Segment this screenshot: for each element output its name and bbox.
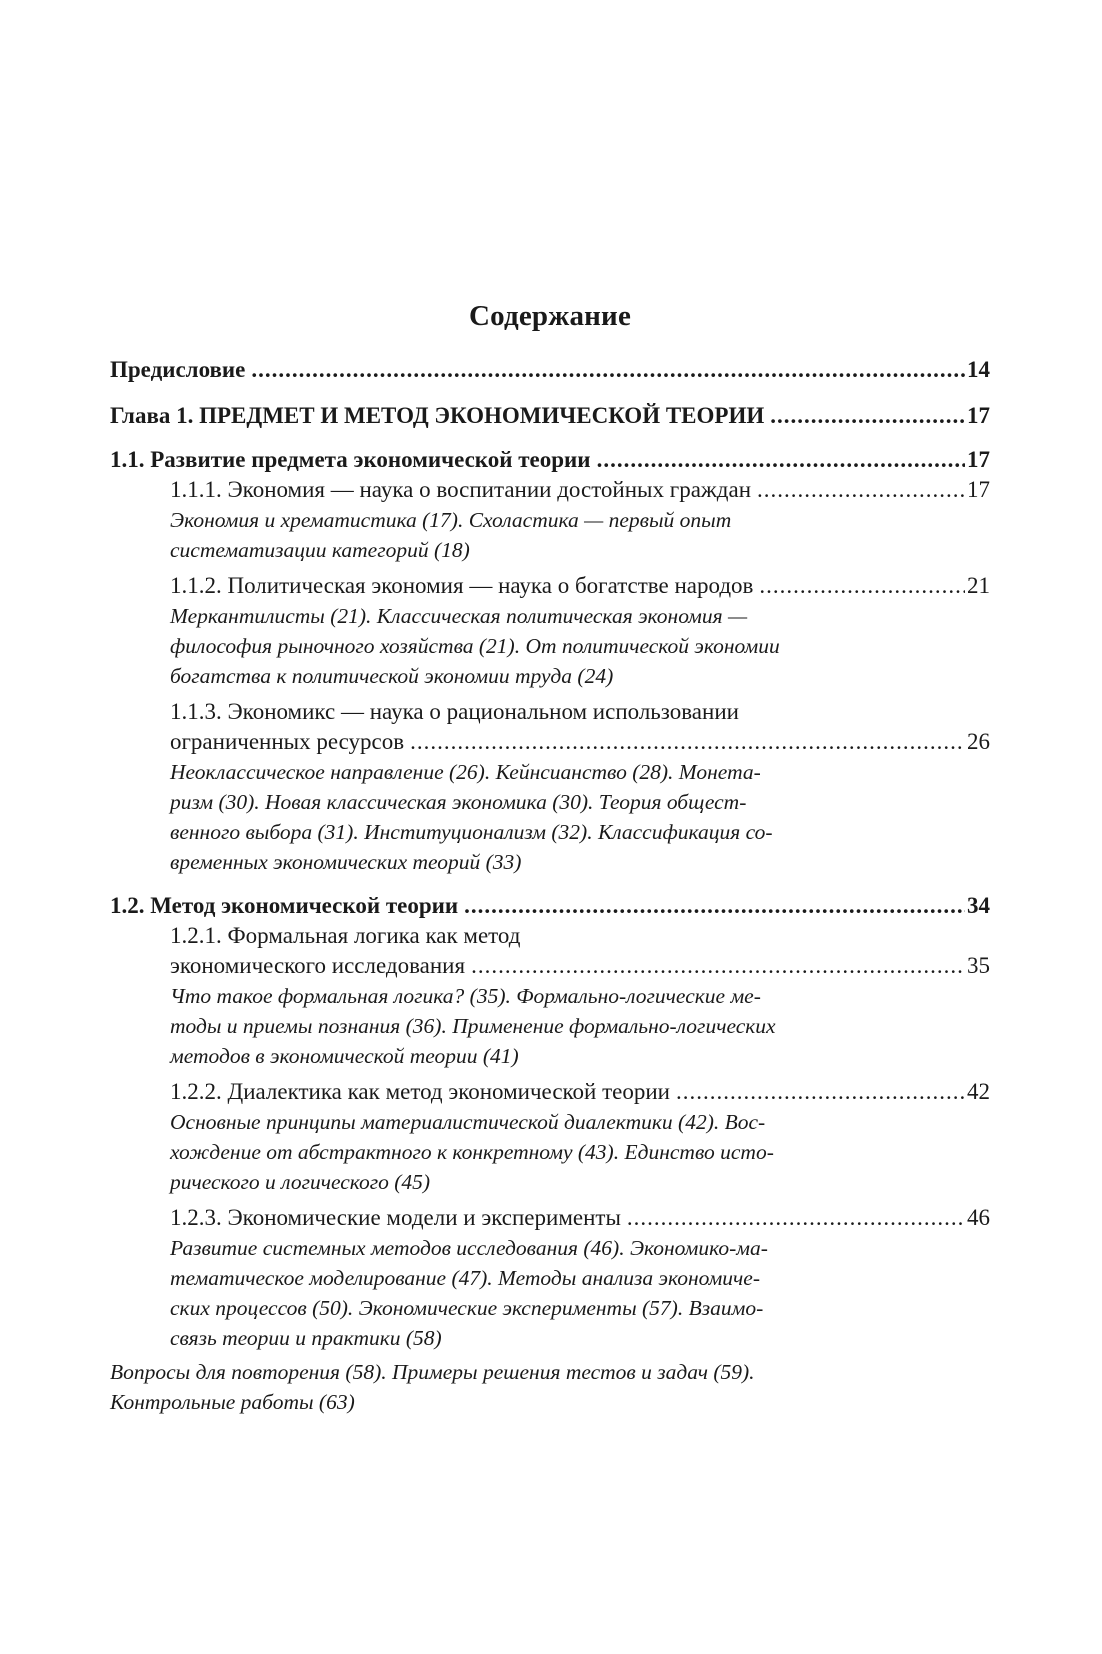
toc-entry-subsection-1-1-1 — [110, 475, 990, 505]
description-line: Меркантилисты (21). Классическая политическая экономия — — [170, 604, 748, 628]
description-line: хождение от абстрактного к конкретному (43). Единство исто- — [170, 1140, 774, 1164]
toc-entry-label: экономического исследования — [170, 953, 466, 978]
description-line: методов в экономической теории (41) — [170, 1044, 519, 1068]
toc-page-number: 17 — [967, 477, 990, 502]
toc-page-number: 42 — [967, 1079, 990, 1104]
description-line: Неоклассическое направление (26). Кейнсианство (28). Монета- — [170, 760, 761, 784]
subsection-description — [110, 1233, 990, 1353]
subsection-description — [110, 601, 990, 691]
toc-entry-label: ограниченных ресурсов — [170, 729, 405, 754]
toc-entry-label: 1.1.2. Политическая экономия — наука о богатстве народов — [170, 573, 754, 598]
dot-leader — [676, 1077, 965, 1107]
dot-leader — [251, 355, 965, 385]
toc-entry-subsection-1-2-1 — [110, 921, 990, 981]
toc-entry-subsection-1-2-3 — [110, 1203, 990, 1233]
dot-leader — [757, 475, 965, 505]
description-line: тоды и приемы познания (36). Применение формально-логических — [170, 1014, 776, 1038]
toc-entry-label-line — [110, 727, 990, 757]
toc-page-number: 17 — [967, 403, 990, 428]
subsection-description — [110, 757, 990, 877]
subsection-description — [110, 1107, 990, 1197]
subsection-description — [110, 981, 990, 1071]
description-line: систематизации категорий (18) — [170, 538, 470, 562]
toc-entry-label-line — [110, 951, 990, 981]
dot-leader — [464, 891, 965, 921]
toc-entry-label: 1.1.3. Экономикс — наука о рациональном использовании — [170, 699, 739, 724]
toc-page — [110, 300, 990, 1417]
toc-entry-chapter-1 — [110, 401, 990, 431]
toc-entry-subsection-1-1-2 — [110, 571, 990, 601]
toc-entry-preface — [110, 355, 990, 385]
toc-entry-section-1-2 — [110, 891, 990, 921]
toc-entry-label: 1.1. Развитие предмета экономической теории — [110, 447, 591, 472]
toc-entry-label: 1.2.1. Формальная логика как метод — [170, 923, 521, 948]
description-line: философия рыночного хозяйства (21). От политической экономии — [170, 634, 780, 658]
toc-entry-section-1-1 — [110, 445, 990, 475]
toc-entry-label: Глава 1. ПРЕДМЕТ И МЕТОД ЭКОНОМИЧЕСКОЙ ТЕОРИИ — [110, 403, 765, 428]
description-line: рического и логического (45) — [170, 1170, 431, 1194]
dot-leader — [471, 951, 965, 981]
description-line: венного выбора (31). Институционализм (32). Классификация со- — [170, 820, 773, 844]
page-title: Содержание — [468, 300, 632, 332]
description-line: богатства к политической экономии труда (24) — [170, 664, 614, 688]
description-line: Основные принципы материалистической диалектики (42). Вос- — [170, 1110, 766, 1134]
dot-leader — [597, 445, 965, 475]
subsection-description — [110, 505, 990, 565]
toc-entry-subsection-1-1-3 — [110, 697, 990, 757]
toc-page-number: 46 — [967, 1205, 990, 1230]
description-line: ризм (30). Новая классическая экономика (30). Теория общест- — [170, 790, 747, 814]
chapter-appendix-description — [110, 1357, 990, 1417]
toc-page-number: 17 — [967, 447, 990, 472]
toc-entry-label-line — [110, 697, 990, 727]
toc-entry-label: 1.1.1. Экономия — наука о воспитании достойных граждан — [170, 477, 752, 502]
toc-page-number: 34 — [967, 893, 990, 918]
toc-page-number: 21 — [967, 573, 990, 598]
description-line: Что такое формальная логика? (35). Формально-логические ме- — [170, 984, 761, 1008]
toc-page-number: 14 — [967, 357, 990, 382]
toc-page-number: 35 — [967, 953, 990, 978]
description-line: Контрольные работы (63) — [110, 1390, 355, 1414]
toc-entry-label-line — [110, 921, 990, 951]
description-line: Экономия и хрематистика (17). Схоластика — первый опыт — [170, 508, 732, 532]
dot-leader — [627, 1203, 965, 1233]
toc-entry-label: 1.2.2. Диалектика как метод экономической теории — [170, 1079, 670, 1104]
dot-leader — [770, 401, 965, 431]
dot-leader — [759, 571, 965, 601]
description-line: связь теории и практики (58) — [170, 1326, 442, 1350]
toc-entry-label: 1.2. Метод экономической теории — [110, 893, 459, 918]
description-line: тематическое моделирование (47). Методы анализа экономиче- — [170, 1266, 761, 1290]
toc-entry-subsection-1-2-2 — [110, 1077, 990, 1107]
description-line: ских процессов (50). Экономические эксперименты (57). Взаимо- — [170, 1296, 764, 1320]
dot-leader — [410, 727, 965, 757]
toc-entry-label: Предисловие — [110, 357, 246, 382]
description-line: Вопросы для повторения (58). Примеры решения тестов и задач (59). — [110, 1360, 755, 1384]
description-line: Развитие системных методов исследования (46). Экономико-ма- — [170, 1236, 768, 1260]
toc-entry-label: 1.2.3. Экономические модели и эксперименты — [170, 1205, 621, 1230]
description-line: временных экономических теорий (33) — [170, 850, 522, 874]
toc-page-number: 26 — [967, 729, 990, 754]
